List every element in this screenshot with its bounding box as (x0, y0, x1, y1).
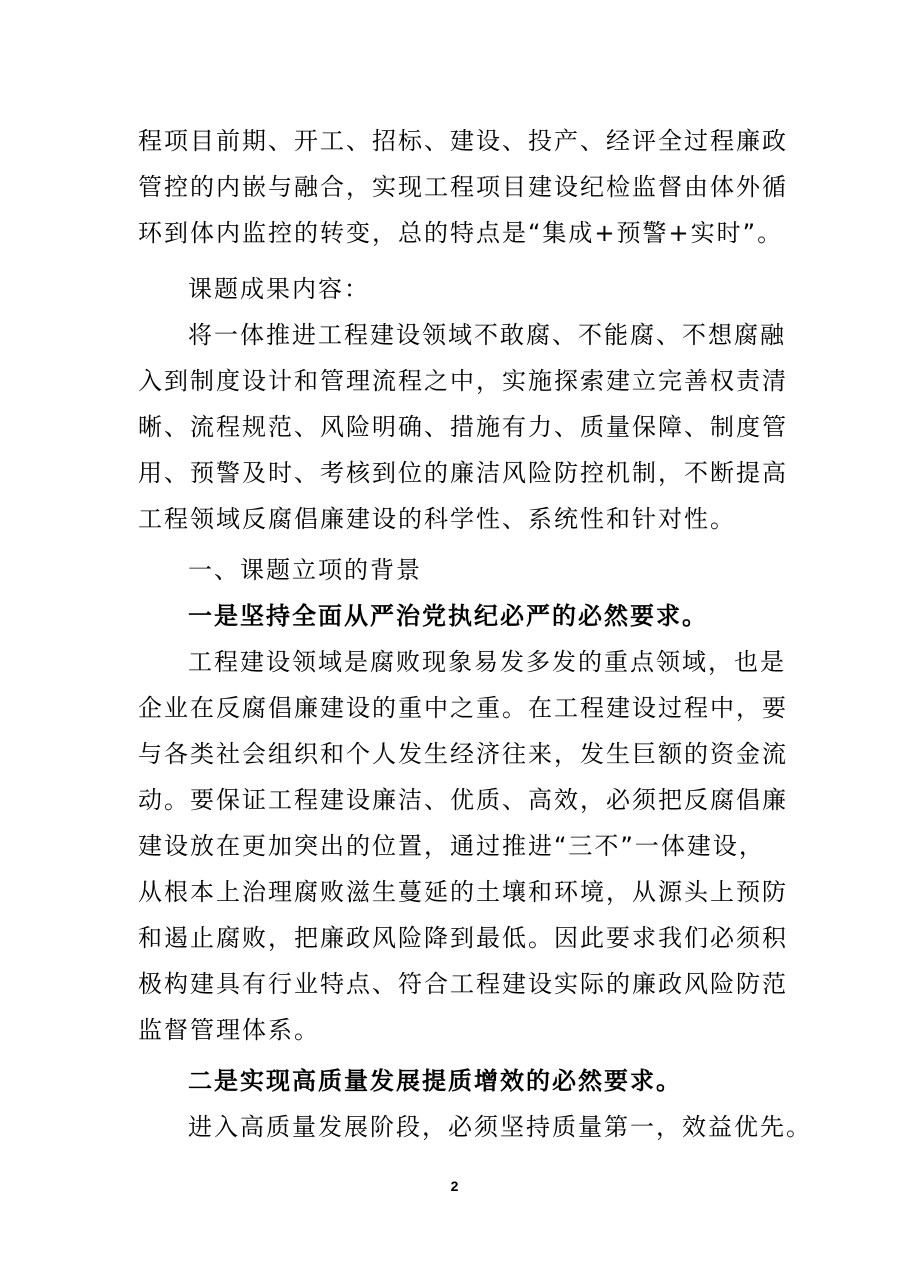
subsection-heading: 一是坚持全面从严治党执纪必严的必然要求。 (188, 602, 708, 630)
text-line: 和遏止腐败，把廉政风险降到最低。因此要求我们必须积 (138, 924, 788, 952)
page-number: 2 (450, 1178, 459, 1194)
text-line: 企业在反腐倡廉建设的重中之重。在工程建设过程中，要 (138, 694, 788, 722)
text-line: 建设放在更加突出的位置，通过推进“三不”一体建设， (138, 832, 765, 860)
text-line: 从根本上治理腐败滋生蔓延的土壤和环境，从源头上预防 (138, 878, 788, 906)
text-line: 环到体内监控的转变，总的特点是“集成+预警+实时”。 (138, 219, 784, 247)
text-line: 将一体推进工程建设领域不敢腐、不能腐、不想腐融 (188, 321, 786, 349)
text-line: 工程建设领域是腐败现象易发多发的重点领域，也是 (188, 648, 786, 676)
text-line: 极构建具有行业特点、符合工程建设实际的廉政风险防范 (138, 970, 788, 998)
text-line: 监督管理体系。 (138, 1016, 320, 1044)
text-line: 程项目前期、开工、招标、建设、投产、经评全过程廉政 (138, 127, 788, 155)
section-heading: 一、课题立项的背景 (188, 556, 422, 584)
text-line: 晰、流程规范、风险明确、措施有力、质量保障、制度管 (138, 413, 788, 441)
text-line: 用、预警及时、考核到位的廉洁风险防控机制，不断提高 (138, 459, 788, 487)
section-label: 课题成果内容： (188, 275, 370, 303)
text-line: 动。要保证工程建设廉洁、优质、高效，必须把反腐倡廉 (138, 786, 788, 814)
text-line: 管控的内嵌与融合，实现工程项目建设纪检监督由体外循 (138, 173, 788, 201)
text-line: 进入高质量发展阶段，必须坚持质量第一，效益优先。 (188, 1113, 812, 1141)
text-line: 入到制度设计和管理流程之中，实施探索建立完善权责清 (138, 367, 788, 395)
subsection-heading: 二是实现高质量发展提质增效的必然要求。 (188, 1067, 682, 1095)
text-line: 工程领域反腐倡廉建设的科学性、系统性和针对性。 (138, 505, 736, 533)
text-line: 与各类社会组织和个人发生经济往来，发生巨额的资金流 (138, 740, 788, 768)
